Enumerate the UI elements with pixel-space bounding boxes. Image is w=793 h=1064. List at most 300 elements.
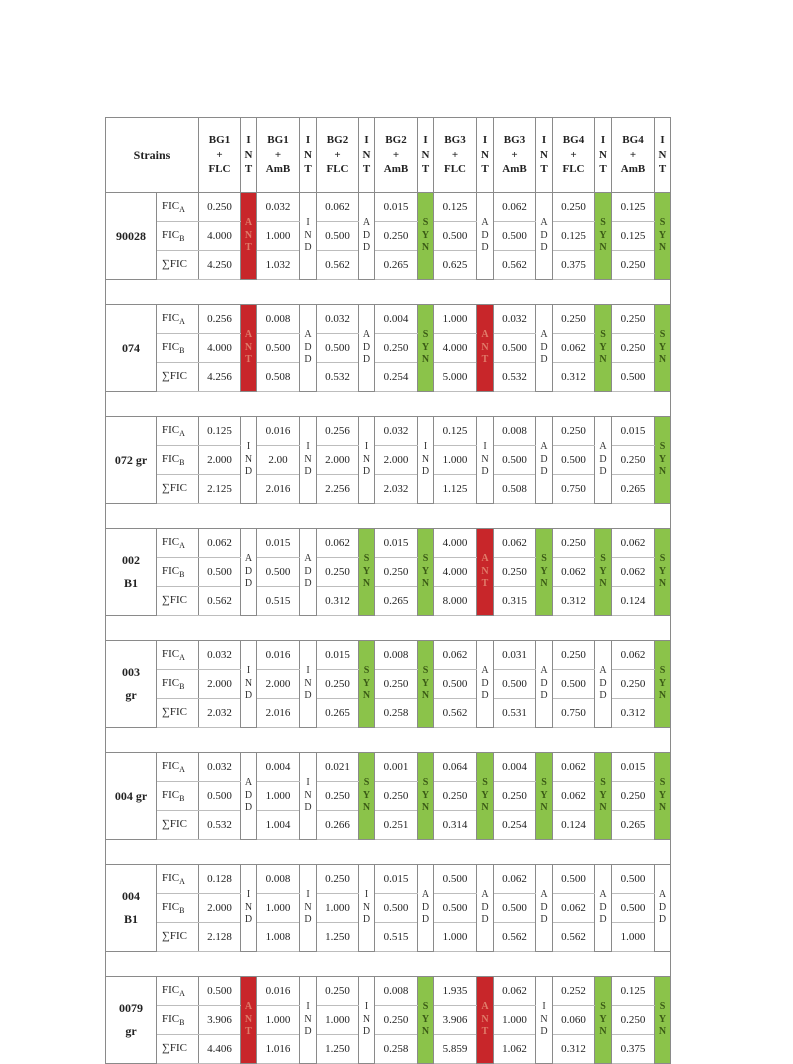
row-label-sub: A <box>179 317 185 327</box>
interpretation-letter: N <box>362 901 371 913</box>
interpretation-cell <box>595 193 612 280</box>
row-label-main: FIC <box>162 228 180 241</box>
row-label <box>157 670 199 699</box>
header-letter: I <box>541 133 547 146</box>
row-label-main: ∑FIC <box>162 369 187 382</box>
fic-value: 0.266 <box>317 811 359 840</box>
row-label-sub: B <box>179 794 185 804</box>
fic-value: 4.000 <box>199 222 241 251</box>
strain-name-line: B1 <box>123 576 138 590</box>
header-line: + <box>570 148 577 161</box>
interpretation-letter: D <box>599 677 607 689</box>
header-letter: N <box>540 148 548 161</box>
fic-value: 0.008 <box>375 977 418 1006</box>
fic-value: 0.562 <box>553 923 595 952</box>
table-row <box>106 558 671 587</box>
fic-value: 1.016 <box>257 1035 300 1064</box>
table-row <box>106 865 671 894</box>
fic-value: 0.750 <box>553 475 595 504</box>
strain-name-line: gr <box>125 1024 137 1038</box>
interpretation-letter: D <box>362 354 371 366</box>
interpretation-letter: A <box>481 1001 489 1013</box>
interpretation-header <box>595 118 612 193</box>
spacer-cell <box>106 504 671 529</box>
interpretation-cell <box>241 417 257 504</box>
interpretation-letter: D <box>599 466 607 478</box>
interpretation-cell <box>359 977 375 1064</box>
row-label-main: ∑FIC <box>162 1041 187 1054</box>
interpretation-letter: N <box>481 341 489 353</box>
interpretation-letter: I <box>364 1001 369 1013</box>
fic-value: 2.125 <box>199 475 241 504</box>
interpretation-letter: N <box>421 354 430 366</box>
interpretation-letter: S <box>600 553 606 565</box>
interpretation-letter: D <box>481 677 489 689</box>
interpretation-letter: A <box>421 889 430 901</box>
interpretation-letter: I <box>306 441 310 453</box>
fic-value: 1.000 <box>434 305 477 334</box>
table-row <box>106 1006 671 1035</box>
fic-value: 0.500 <box>434 894 477 923</box>
interpretation-cell <box>241 753 257 840</box>
interpretation-letter: Y <box>421 229 430 241</box>
fic-value: 0.265 <box>612 475 655 504</box>
table-row <box>106 305 671 334</box>
fic-value: 0.375 <box>553 251 595 280</box>
fic-value: 0.032 <box>317 305 359 334</box>
interpretation-letter: Y <box>599 341 607 353</box>
fic-value: 0.031 <box>494 641 536 670</box>
fic-value: 0.251 <box>375 811 418 840</box>
fic-value: 0.250 <box>553 193 595 222</box>
interpretation-cell <box>300 417 317 504</box>
interpretation-header <box>300 118 317 193</box>
interpretation-letter: D <box>540 690 548 702</box>
fic-value: 0.500 <box>434 670 477 699</box>
header-line: + <box>216 148 223 161</box>
row-label <box>157 251 199 280</box>
interpretation-cell <box>536 753 553 840</box>
fic-value: 0.265 <box>375 587 418 616</box>
fic-value: 1.000 <box>257 1006 300 1035</box>
interpretation-cell <box>477 641 494 728</box>
interpretation-cell <box>536 977 553 1064</box>
fic-value: 0.500 <box>317 334 359 363</box>
interpretation-letter: I <box>306 665 310 677</box>
fic-value: 0.008 <box>375 641 418 670</box>
row-label-main: FIC <box>162 1012 180 1025</box>
row-label-sub: A <box>179 989 185 999</box>
fic-value: 0.625 <box>434 251 477 280</box>
table-row <box>106 782 671 811</box>
interpretation-letter: D <box>244 914 253 926</box>
strain-name <box>106 193 157 280</box>
interpretation-letter: S <box>422 329 429 341</box>
strain-name-line: 072 gr <box>114 452 148 467</box>
interpretation-letter: A <box>481 217 489 229</box>
interpretation-letter: N <box>244 229 253 241</box>
combination-header <box>257 118 300 193</box>
fic-value: 0.004 <box>494 753 536 782</box>
fic-value: 0.500 <box>553 865 595 894</box>
fic-value: 1.000 <box>434 923 477 952</box>
row-label <box>157 641 199 670</box>
row-label <box>157 363 199 392</box>
interpretation-letter: D <box>481 242 489 254</box>
table-row <box>106 977 671 1006</box>
interpretation-letter: Y <box>540 789 548 801</box>
interpretation-cell <box>418 641 434 728</box>
fic-value: 0.250 <box>317 977 359 1006</box>
fic-value: 2.128 <box>199 923 241 952</box>
fic-value: 1.000 <box>434 446 477 475</box>
interpretation-letter: S <box>600 217 606 229</box>
interpretation-letter: I <box>423 441 428 453</box>
fic-value: 0.562 <box>494 923 536 952</box>
interpretation-cell <box>418 305 434 392</box>
row-label-main: FIC <box>162 871 180 884</box>
interpretation-letter: Y <box>362 789 371 801</box>
interpretation-letter: Y <box>599 1013 607 1025</box>
interpretation-letter: S <box>422 665 429 677</box>
fic-value: 0.250 <box>612 305 655 334</box>
fic-value: 0.532 <box>199 811 241 840</box>
interpretation-letter: T <box>245 354 252 366</box>
interpretation-letter: I <box>542 1001 546 1013</box>
header-line: + <box>334 148 341 161</box>
fic-value: 0.004 <box>257 753 300 782</box>
header-letter: T <box>658 163 667 176</box>
interpretation-letter: I <box>306 1001 310 1013</box>
interpretation-letter: D <box>304 914 312 926</box>
header-letter: T <box>304 163 312 176</box>
fic-value: 0.250 <box>434 782 477 811</box>
row-label <box>157 1006 199 1035</box>
interpretation-letter: N <box>421 453 430 465</box>
interpretation-cell <box>300 641 317 728</box>
fic-value: 0.254 <box>375 363 418 392</box>
combination-header <box>494 118 536 193</box>
strain-name-line: B1 <box>123 912 138 926</box>
interpretation-cell <box>595 305 612 392</box>
interpretation-letter: A <box>304 553 312 565</box>
fic-value: 0.062 <box>612 558 655 587</box>
interpretation-cell <box>595 865 612 952</box>
header-letter: I <box>423 133 428 146</box>
fic-value: 0.062 <box>553 894 595 923</box>
interpretation-cell <box>359 417 375 504</box>
fic-value: 0.500 <box>612 363 655 392</box>
header-letter: I <box>364 133 369 146</box>
combination-header <box>553 118 595 193</box>
fic-value: 0.125 <box>434 417 477 446</box>
strains-header: Strains <box>106 118 199 193</box>
interpretation-cell <box>300 753 317 840</box>
header-line: + <box>451 148 459 161</box>
header-letter: T <box>362 163 371 176</box>
row-label <box>157 977 199 1006</box>
interpretation-letter: Y <box>658 341 667 353</box>
interpretation-letter: N <box>658 690 667 702</box>
fic-value: 1.000 <box>317 1006 359 1035</box>
interpretation-letter: N <box>481 1013 489 1025</box>
interpretation-cell <box>655 753 671 840</box>
spacer-row <box>106 616 671 641</box>
header-line: BG3 <box>444 133 466 146</box>
interpretation-letter: N <box>421 1026 430 1038</box>
fic-value: 1.000 <box>257 222 300 251</box>
interpretation-letter: A <box>540 329 548 341</box>
fic-value: 0.008 <box>257 305 300 334</box>
interpretation-letter: D <box>540 354 548 366</box>
fic-value: 2.000 <box>199 446 241 475</box>
interpretation-cell <box>241 529 257 616</box>
fic-value: 0.250 <box>612 251 655 280</box>
interpretation-header <box>418 118 434 193</box>
spacer-row <box>106 280 671 305</box>
fic-value: 0.062 <box>494 529 536 558</box>
fic-value: 0.500 <box>434 222 477 251</box>
fic-value: 0.258 <box>375 699 418 728</box>
interpretation-letter: N <box>599 354 607 366</box>
interpretation-letter: D <box>599 914 607 926</box>
table-row <box>106 894 671 923</box>
row-label <box>157 334 199 363</box>
row-label <box>157 475 199 504</box>
header-letter: N <box>481 148 489 161</box>
fic-value: 2.000 <box>317 446 359 475</box>
fic-value: 0.008 <box>257 865 300 894</box>
fic-value: 1.125 <box>434 475 477 504</box>
interpretation-letter: N <box>244 453 253 465</box>
interpretation-header <box>477 118 494 193</box>
fic-value: 1.250 <box>317 1035 359 1064</box>
interpretation-letter: I <box>364 441 369 453</box>
interpretation-letter: N <box>599 242 607 254</box>
fic-value: 2.256 <box>317 475 359 504</box>
interpretation-letter: N <box>599 802 607 814</box>
interpretation-letter: N <box>658 1026 667 1038</box>
interpretation-letter: N <box>304 677 312 689</box>
interpretation-letter: I <box>246 889 251 901</box>
fic-value: 0.032 <box>375 417 418 446</box>
fic-value: 0.062 <box>553 334 595 363</box>
interpretation-letter: N <box>481 802 489 814</box>
interpretation-letter: Y <box>362 565 371 577</box>
fic-value: 0.016 <box>257 641 300 670</box>
header-line: FLC <box>208 163 231 176</box>
fic-value: 0.532 <box>494 363 536 392</box>
fic-value: 0.562 <box>434 699 477 728</box>
interpretation-cell <box>477 977 494 1064</box>
fic-value: 1.062 <box>494 1035 536 1064</box>
interpretation-letter: I <box>306 217 310 229</box>
interpretation-letter: N <box>658 578 667 590</box>
fic-value: 1.250 <box>317 923 359 952</box>
row-label-main: FIC <box>162 676 180 689</box>
row-label-sub: A <box>179 765 185 775</box>
fic-value: 0.062 <box>553 753 595 782</box>
fic-value: 2.000 <box>257 670 300 699</box>
interpretation-cell <box>536 641 553 728</box>
interpretation-letter: N <box>540 578 548 590</box>
interpretation-letter: Y <box>481 789 489 801</box>
interpretation-cell <box>300 529 317 616</box>
interpretation-cell <box>477 865 494 952</box>
fic-value: 0.032 <box>494 305 536 334</box>
interpretation-letter: D <box>540 914 548 926</box>
strain-name <box>106 865 157 952</box>
interpretation-cell <box>418 529 434 616</box>
interpretation-letter: I <box>306 889 310 901</box>
row-label-main: FIC <box>162 983 180 996</box>
row-label-main: FIC <box>162 900 180 913</box>
fic-value: 0.250 <box>612 1006 655 1035</box>
fic-value: 0.250 <box>494 558 536 587</box>
spacer-row <box>106 952 671 977</box>
row-label <box>157 222 199 251</box>
spacer-cell <box>106 280 671 305</box>
table-row <box>106 1035 671 1064</box>
fic-value: 0.375 <box>612 1035 655 1064</box>
interpretation-header <box>536 118 553 193</box>
interpretation-letter: Y <box>599 789 607 801</box>
fic-value: 0.250 <box>317 782 359 811</box>
table-body <box>106 193 671 1064</box>
row-label <box>157 865 199 894</box>
interpretation-letter: N <box>362 802 371 814</box>
interpretation-letter: D <box>421 466 430 478</box>
header-letter: N <box>362 148 371 161</box>
row-label <box>157 923 199 952</box>
interpretation-letter: S <box>363 665 370 677</box>
fic-value: 0.250 <box>494 782 536 811</box>
interpretation-letter: T <box>481 354 489 366</box>
interpretation-letter: N <box>244 677 253 689</box>
interpretation-cell <box>595 641 612 728</box>
spacer-cell <box>106 840 671 865</box>
interpretation-letter: A <box>658 889 667 901</box>
table-row <box>106 475 671 504</box>
fic-value: 0.125 <box>612 193 655 222</box>
header-letter: T <box>244 163 253 176</box>
interpretation-letter: N <box>599 578 607 590</box>
interpretation-cell <box>418 193 434 280</box>
interpretation-letter: D <box>421 914 430 926</box>
interpretation-letter: D <box>362 341 371 353</box>
fic-value: 0.015 <box>375 865 418 894</box>
table-row <box>106 251 671 280</box>
fic-value: 0.562 <box>317 251 359 280</box>
fic-value: 3.906 <box>434 1006 477 1035</box>
fic-value: 0.256 <box>317 417 359 446</box>
fic-value: 4.250 <box>199 251 241 280</box>
fic-value: 0.250 <box>553 305 595 334</box>
row-label-main: FIC <box>162 452 180 465</box>
row-label-sub: B <box>179 1018 185 1028</box>
row-label-main: FIC <box>162 535 180 548</box>
interpretation-letter: S <box>422 777 429 789</box>
row-label-sub: B <box>179 234 185 244</box>
interpretation-letter: S <box>600 777 606 789</box>
interpretation-letter: T <box>245 1026 252 1038</box>
interpretation-letter: D <box>362 1026 371 1038</box>
interpretation-letter: D <box>540 901 548 913</box>
interpretation-letter: Y <box>540 565 548 577</box>
interpretation-cell <box>241 305 257 392</box>
fic-value: 0.515 <box>375 923 418 952</box>
row-label <box>157 587 199 616</box>
fic-value: 0.500 <box>257 558 300 587</box>
interpretation-letter: I <box>364 889 369 901</box>
fic-value: 0.500 <box>317 222 359 251</box>
interpretation-letter: D <box>304 341 312 353</box>
row-label-main: FIC <box>162 199 180 212</box>
interpretation-cell <box>477 529 494 616</box>
header-line: FLC <box>326 163 349 176</box>
fic-value: 0.500 <box>494 222 536 251</box>
header-letter: I <box>660 133 665 146</box>
interpretation-letter: Y <box>421 341 430 353</box>
header-line: BG1 <box>208 133 231 146</box>
fic-value: 0.312 <box>612 699 655 728</box>
strain-name <box>106 641 157 728</box>
row-label <box>157 1035 199 1064</box>
interpretation-letter: Y <box>362 677 371 689</box>
interpretation-letter: Y <box>658 565 667 577</box>
interpretation-letter: D <box>244 578 253 590</box>
interpretation-letter: I <box>483 441 487 453</box>
header-line: BG1 <box>267 133 289 146</box>
header-letter: T <box>481 163 489 176</box>
interpretation-letter: A <box>540 665 548 677</box>
header-line: + <box>629 148 637 161</box>
interpretation-letter: S <box>659 665 666 677</box>
interpretation-letter: D <box>244 789 253 801</box>
interpretation-letter: S <box>422 553 429 565</box>
interpretation-cell <box>477 417 494 504</box>
interpretation-letter: D <box>658 914 667 926</box>
interpretation-letter: S <box>363 553 370 565</box>
strain-name <box>106 529 157 616</box>
fic-value: 0.125 <box>434 193 477 222</box>
fic-value: 2.00 <box>257 446 300 475</box>
table-row <box>106 923 671 952</box>
row-label-sub: B <box>179 346 185 356</box>
header-letter: I <box>305 133 311 146</box>
header-line: FLC <box>444 163 466 176</box>
header-line: + <box>511 148 518 161</box>
header-letter: I <box>482 133 488 146</box>
row-label-main: ∑FIC <box>162 257 187 270</box>
interpretation-letter: D <box>244 690 253 702</box>
combination-header <box>317 118 359 193</box>
row-label-main: FIC <box>162 311 180 324</box>
strain-name <box>106 977 157 1064</box>
fic-value: 0.562 <box>199 587 241 616</box>
interpretation-letter: D <box>304 690 312 702</box>
row-label <box>157 305 199 334</box>
fic-value: 0.508 <box>494 475 536 504</box>
row-label <box>157 753 199 782</box>
interpretation-letter: N <box>599 1026 607 1038</box>
strain-name-line: 074 <box>122 340 140 355</box>
fic-value: 4.406 <box>199 1035 241 1064</box>
fic-results-table <box>105 117 671 1064</box>
header-line: AmB <box>265 163 291 176</box>
interpretation-cell <box>655 865 671 952</box>
header-line: BG2 <box>326 133 349 146</box>
